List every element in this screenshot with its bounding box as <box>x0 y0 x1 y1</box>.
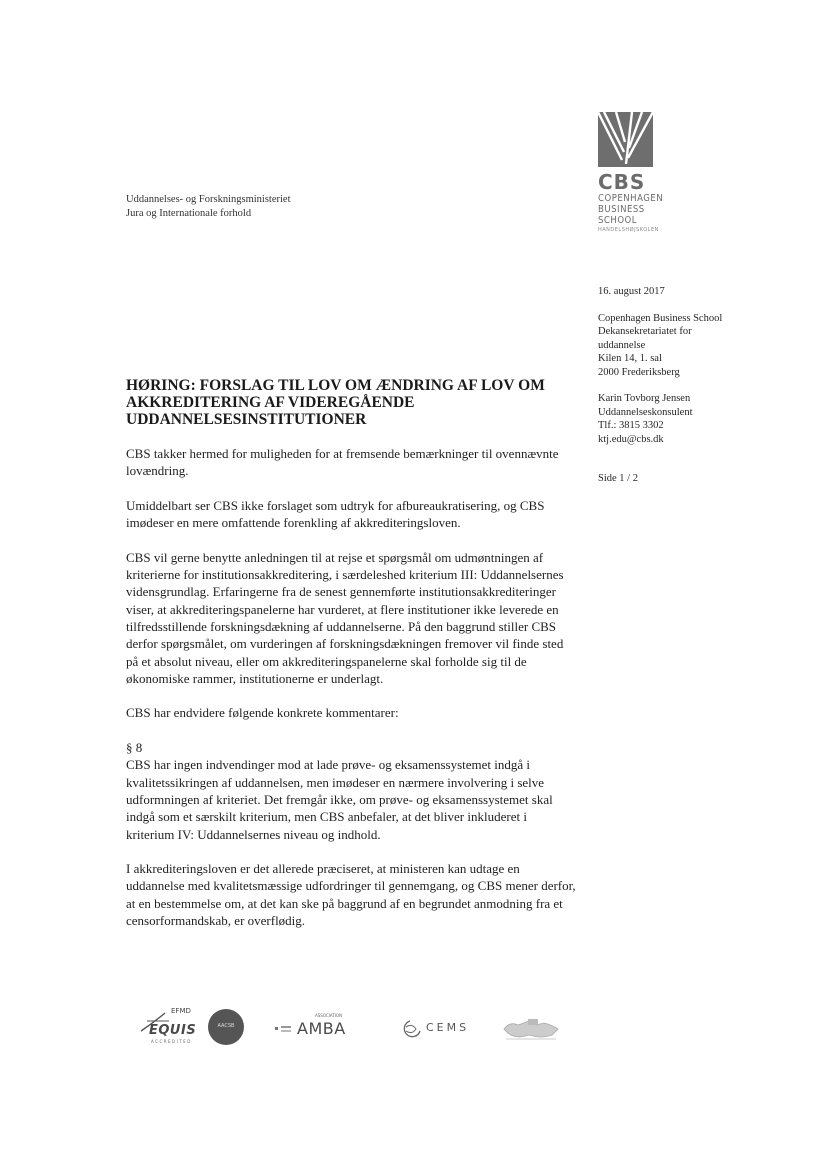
amba-label: AMBA <box>297 1019 346 1038</box>
cbs-logo-line: BUSINESS SCHOOL <box>598 204 645 226</box>
contact-phone: Tlf.: 3815 3302 <box>598 420 664 431</box>
sender-sidebar <box>598 285 798 486</box>
cems-logo <box>400 1019 480 1041</box>
amba-mark-icon <box>275 1021 295 1041</box>
body-paragraph: CBS takker hermed for muligheden for at fremsende bemærkninger til ovennævnte lovændring. <box>126 446 559 479</box>
cbs-logo-name: CBS <box>598 170 646 194</box>
letter-date: 16. august 2017 <box>598 286 665 297</box>
contact-email[interactable]: ktj.edu@cbs.dk <box>598 433 664 445</box>
cems-globe-icon <box>400 1019 424 1039</box>
section-block <box>126 739 576 843</box>
aacsb-label: AACSB <box>217 1023 235 1029</box>
sender-org-line: Dekansekretariatet for <box>598 326 692 337</box>
page-number: Side 1 / 2 <box>598 473 638 484</box>
section-label: § 8 <box>126 740 143 756</box>
body-paragraph: Umiddelbart ser CBS ikke forslaget som udtryk for afbureaukratisering, og CBS imødeser en mere omfattende forenkling af akkrediteringsloven. <box>126 497 545 531</box>
association-label: ASSOCIATION <box>315 1013 343 1018</box>
contact-name: Karin Tovborg Jensen <box>598 393 691 404</box>
equis-logo <box>135 1005 195 1049</box>
body-paragraph: CBS har endvidere følgende konkrete kommentarer: <box>126 705 399 721</box>
pim-map-icon <box>500 1015 562 1043</box>
sender-org-line: Kilen 14, 1. sal <box>598 353 662 364</box>
recipient-line: Uddannelses- og Forskningsministeriet <box>126 194 291 205</box>
sender-org-line: uddannelse <box>598 339 646 351</box>
sender-org-line: Copenhagen Business School <box>598 312 723 324</box>
amba-logo <box>275 1013 350 1043</box>
cbs-logo <box>598 112 678 234</box>
section-text: CBS har ingen indvendinger mod at lade prøve- og eksamenssystemet indgå i kvalitetssikringen af uddannelsen, men imødeser en nærmere involvering i selve udformningen af kriteriet. Det fremgår ikke, om prøve- og eksamenssystemet skal indgå som et særskilt kriterium, men CBS anbefaler, at det bliver inkluderet i kriterium IV: Uddannelsernes niveau og indhold. <box>126 757 553 842</box>
letter-title: HØRING: FORSLAG TIL LOV OM ÆNDRING AF LOV OM AKKREDITERING AF VIDEREGÅENDE UDDANNELSESINSTITUTIONER <box>126 377 545 428</box>
sender-org-line: 2000 Frederiksberg <box>598 366 680 378</box>
cbs-logo-subline: HANDELSHØJSKOLEN <box>598 227 659 233</box>
body-paragraph: CBS vil gerne benytte anledningen til at rejse et spørgsmål om udmøntningen af kriterierne for institutionsakkreditering, i særdeleshed kriterium III: Uddannelsernes vidensgrundlag. Erfaringerne fra de senest gennemførte institutionsakkrediteringer viser, at akkrediteringspanelerne har vurderet, at flere institutioner ikke leverede en tilfredsstillende forskningsdækning af uddannelserne. På den baggrund stiller CBS derfor spørgsmålet, om vurderingen af forskningsdækningen fremover vil finde sted på et absolut niveau, eller om akkrediteringspanelerne skal forholde sig til de økonomiske rammer, institutionerne er underlagt. <box>126 549 564 686</box>
cbs-logo-mark-icon <box>598 112 653 167</box>
efmd-label: EFMD <box>171 1007 191 1015</box>
recipient-line: Jura og Internationale forhold <box>126 208 252 219</box>
pim-logo <box>500 1015 562 1043</box>
aacsb-logo <box>208 1009 244 1045</box>
letter-body <box>126 377 576 947</box>
closing-paragraph: I akkrediteringsloven er det allerede præciseret, at ministeren kan udtage en uddannelse med kvalitetsmæssige udfordringer til gennemgang, og CBS mener derfor, at en bestemmelse om, at det kan ske på baggrund af en begrundet anmodning fra et censorformandskab, er overflødig. <box>126 861 576 929</box>
cbs-logo-line: COPENHAGEN <box>598 193 664 204</box>
accreditation-logos <box>130 1005 570 1055</box>
equis-label: EQUIS <box>149 1023 197 1038</box>
accredited-label: ACCREDITED <box>151 1039 192 1044</box>
recipient-address <box>126 193 290 221</box>
cems-label: CEMS <box>426 1021 470 1034</box>
contact-title: Uddannelseskonsulent <box>598 406 693 418</box>
